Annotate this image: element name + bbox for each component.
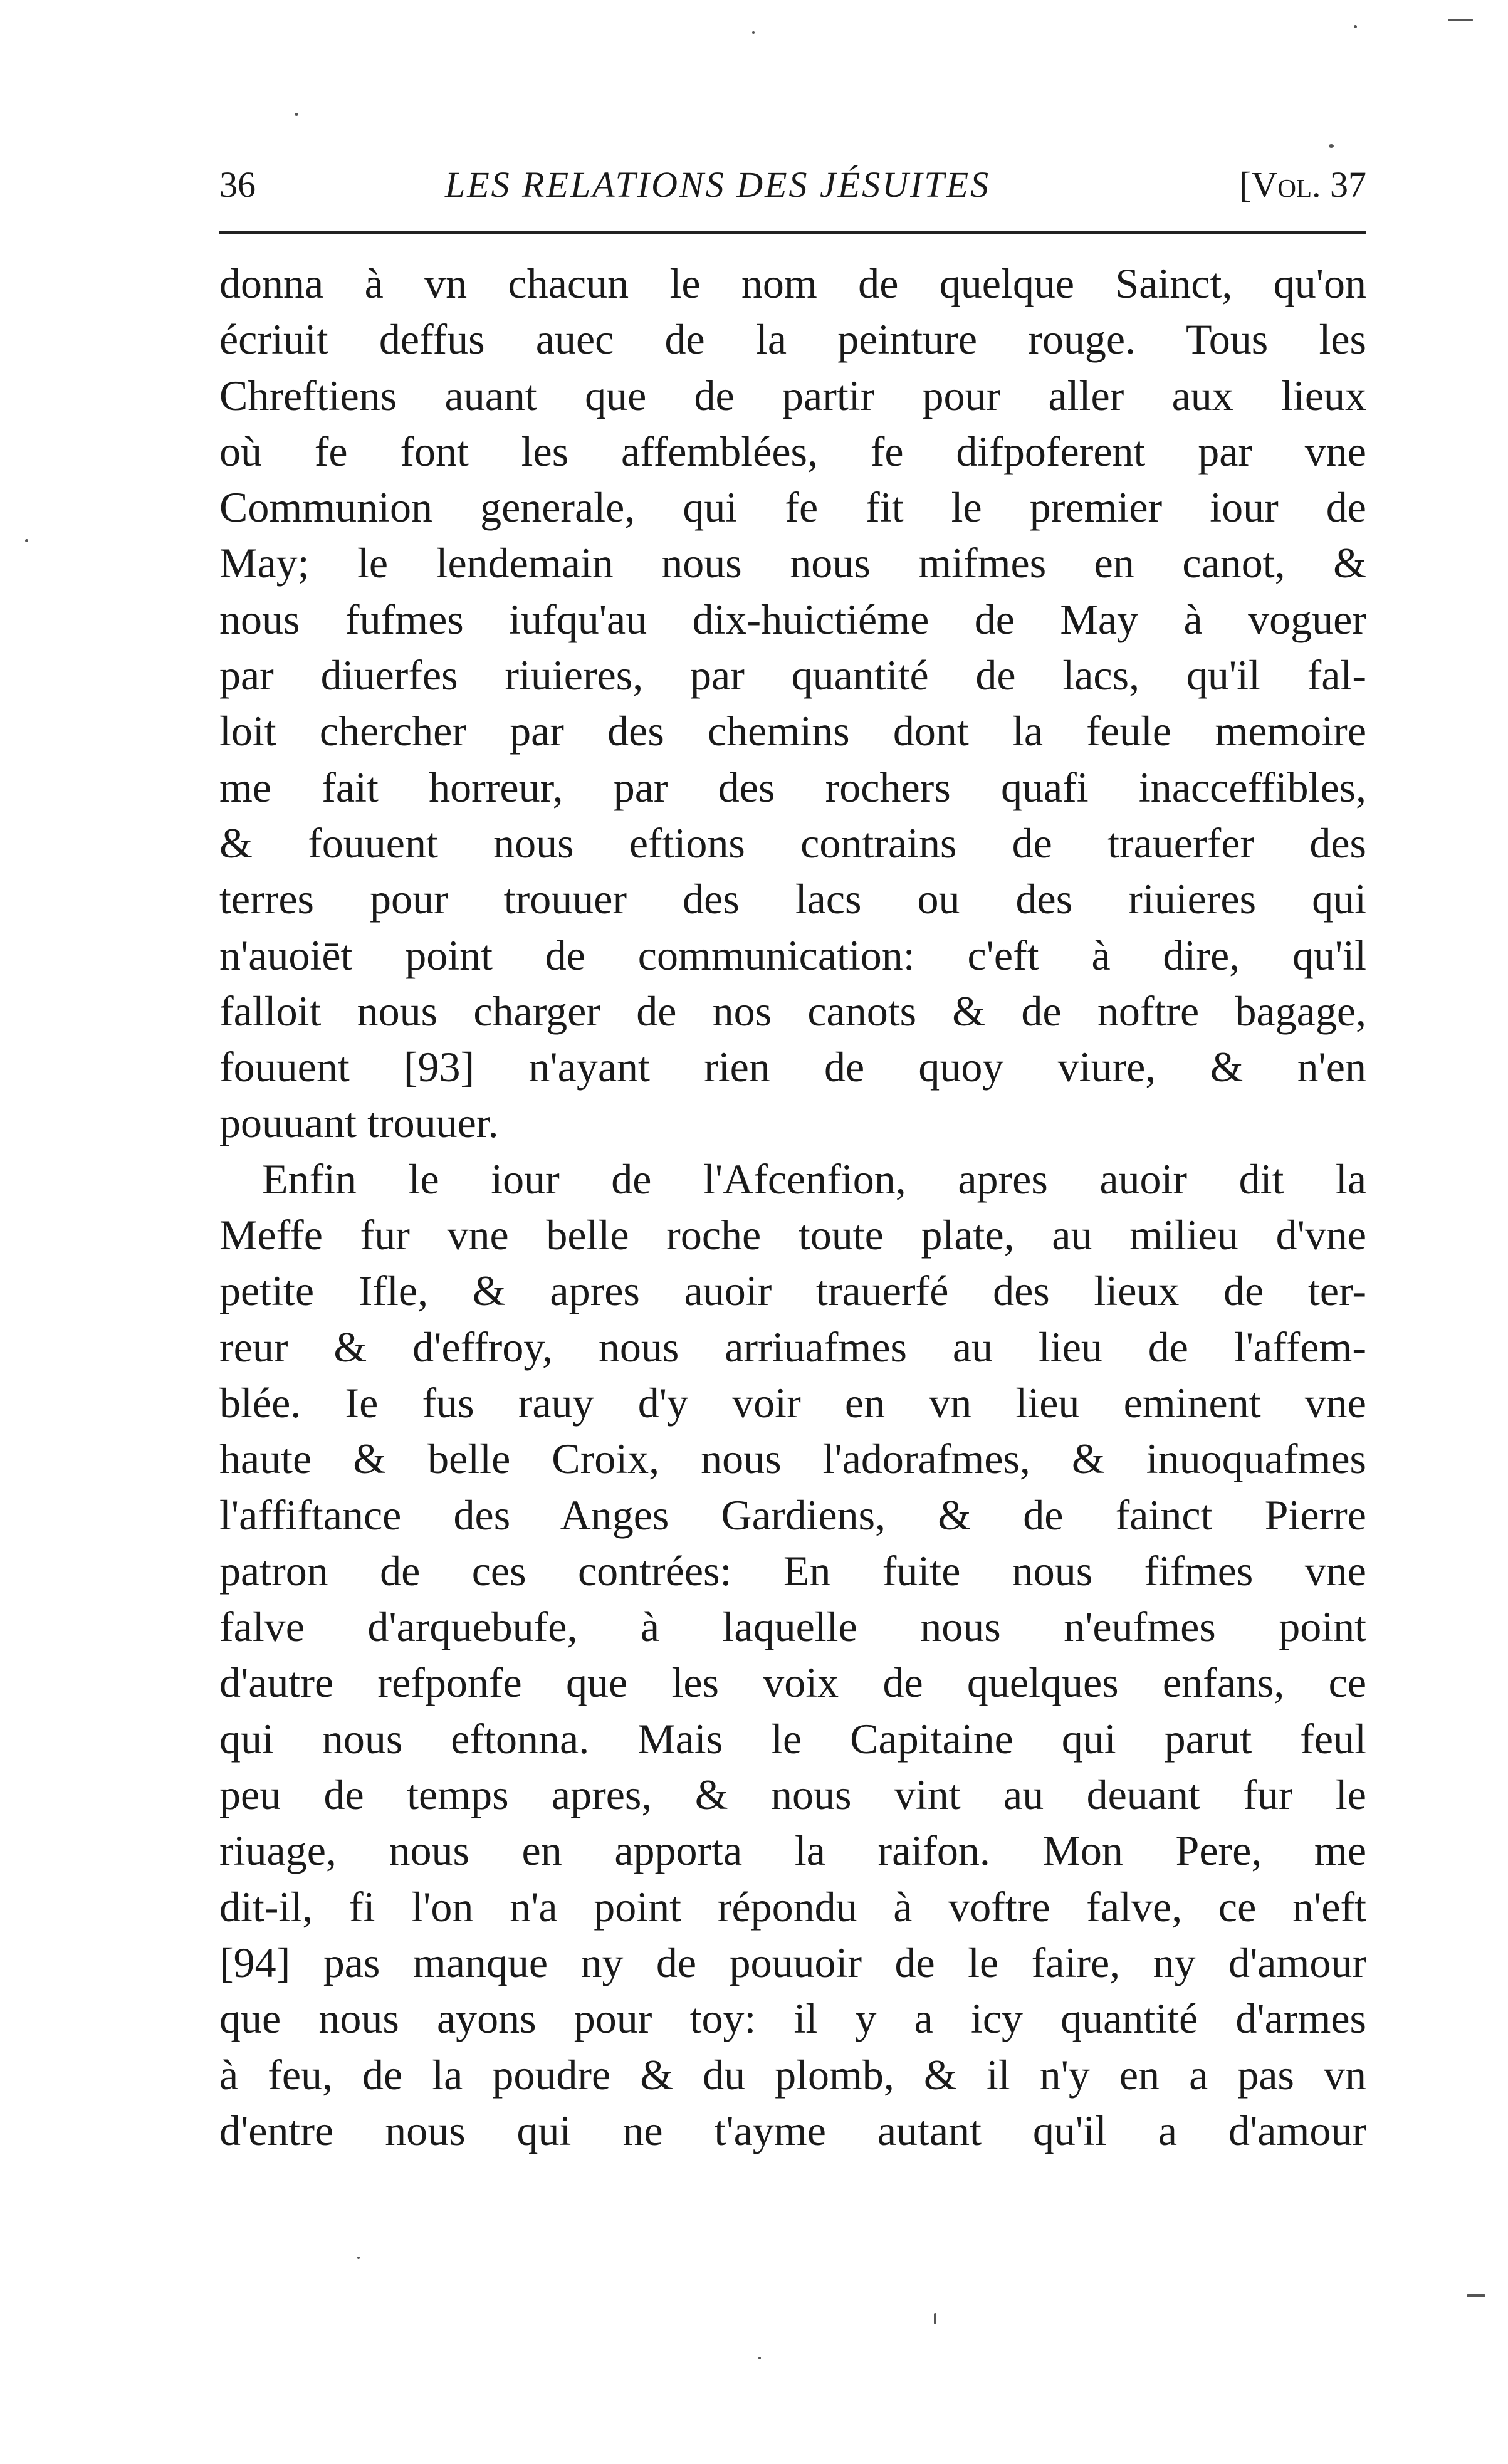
text-line: May; le lendemain nous nous mifmes en canot, & xyxy=(219,539,1366,587)
text-line: loit chercher par des chemins dont la feule memoire xyxy=(219,707,1366,755)
scan-speck xyxy=(1448,19,1473,21)
text-line: nous fufmes iufqu'au dix-huictiéme de May à voguer xyxy=(219,595,1366,643)
scan-speck xyxy=(295,113,298,116)
text-line: falve d'arquebufe, à laquelle nous n'eufmes point xyxy=(219,1603,1366,1651)
text-line: écriuit deffus auec de la peinture rouge. Tous les xyxy=(219,315,1366,364)
text-line: par diuerfes riuieres, par quantité de lacs, qu'il fal- xyxy=(219,651,1366,700)
header-rule xyxy=(219,231,1366,234)
text-line: n'auoiēt point de communication: c'eft à dire, qu'il xyxy=(219,931,1366,979)
scan-speck xyxy=(357,2257,360,2259)
body-text xyxy=(219,256,1366,2159)
text-line: reur & d'effroy, nous arriuafmes au lieu de l'affem- xyxy=(219,1323,1366,1371)
text-line: me fait horreur, par des rochers quafi inacceffibles, xyxy=(219,763,1366,811)
text-line: qui nous eftonna. Mais le Capitaine qui parut feul xyxy=(219,1714,1366,1763)
text-line: que nous ayons pour toy: il y a icy quantité d'armes xyxy=(219,1995,1366,2043)
text-line: haute & belle Croix, nous l'adorafmes, & inuoquafmes xyxy=(219,1435,1366,1483)
text-line: Meffe fur vne belle roche toute plate, au milieu d'vne xyxy=(219,1211,1366,1259)
text-line: où fe font les affemblées, fe difpoferent par vne xyxy=(219,427,1366,475)
text-line: pouuant trouuer. xyxy=(219,1099,499,1147)
text-line: à feu, de la poudre & du plomb, & il n'y en a pas vn xyxy=(219,2050,1366,2099)
text-line: terres pour trouuer des lacs ou des riuieres qui xyxy=(219,875,1366,923)
text-line: Communion generale, qui fe fit le premier iour de xyxy=(219,483,1366,532)
text-line: l'affiftance des Anges Gardiens, & de fainct Pierre xyxy=(219,1491,1366,1539)
scan-speck xyxy=(752,31,755,34)
text-line: [94] pas manque ny de pouuoir de le faire, ny d'amour xyxy=(219,1938,1366,1986)
text-line: fouuent [93] n'ayant rien de quoy viure, & n'en xyxy=(219,1043,1366,1091)
text-line: Enfin le iour de l'Afcenfion, apres auoir dit la xyxy=(262,1155,1366,1203)
text-line: peu de temps apres, & nous vint au deuant fur le xyxy=(219,1771,1366,1819)
scan-speck xyxy=(1467,2294,1485,2297)
text-line: patron de ces contrées: En fuite nous fifmes vne xyxy=(219,1546,1366,1595)
scan-speck xyxy=(1329,144,1334,148)
paragraph-1 xyxy=(219,256,1366,1151)
text-line: dit-il, fi l'on n'a point répondu à voftre falve, ce n'eft xyxy=(219,1882,1366,1931)
text-line: riuage, nous en apporta la raifon. Mon Pere, me xyxy=(219,1827,1366,1875)
text-line: petite Ifle, & apres auoir trauerfé des lieux de ter- xyxy=(219,1267,1366,1315)
text-line: d'autre refponfe que les voix de quelques enfans, ce xyxy=(219,1659,1366,1707)
page-number: 36 xyxy=(219,164,256,205)
text-line: Chreftiens auant que de partir pour aller aux lieux xyxy=(219,371,1366,419)
scan-speck xyxy=(934,2313,936,2324)
volume-label: [Vol. 37 xyxy=(1239,164,1366,205)
text-line: d'entre nous qui ne t'ayme autant qu'il a d'amour xyxy=(219,2106,1366,2154)
text-line: blée. Ie fus rauy d'y voir en vn lieu eminent vne xyxy=(219,1378,1366,1427)
page-header xyxy=(219,160,1366,210)
text-line: falloit nous charger de nos canots & de noftre bagage, xyxy=(219,987,1366,1035)
scan-speck xyxy=(1354,25,1357,28)
scan-speck xyxy=(758,2357,761,2359)
scan-speck xyxy=(25,539,28,542)
text-line: donna à vn chacun le nom de quelque Sainct, qu'on xyxy=(219,260,1366,307)
running-title: LES RELATIONS DES JÉSUITES xyxy=(445,164,991,205)
text-line: & fouuent nous eftions contrains de trauerfer des xyxy=(219,819,1366,867)
paragraph-2 xyxy=(219,1151,1366,2159)
